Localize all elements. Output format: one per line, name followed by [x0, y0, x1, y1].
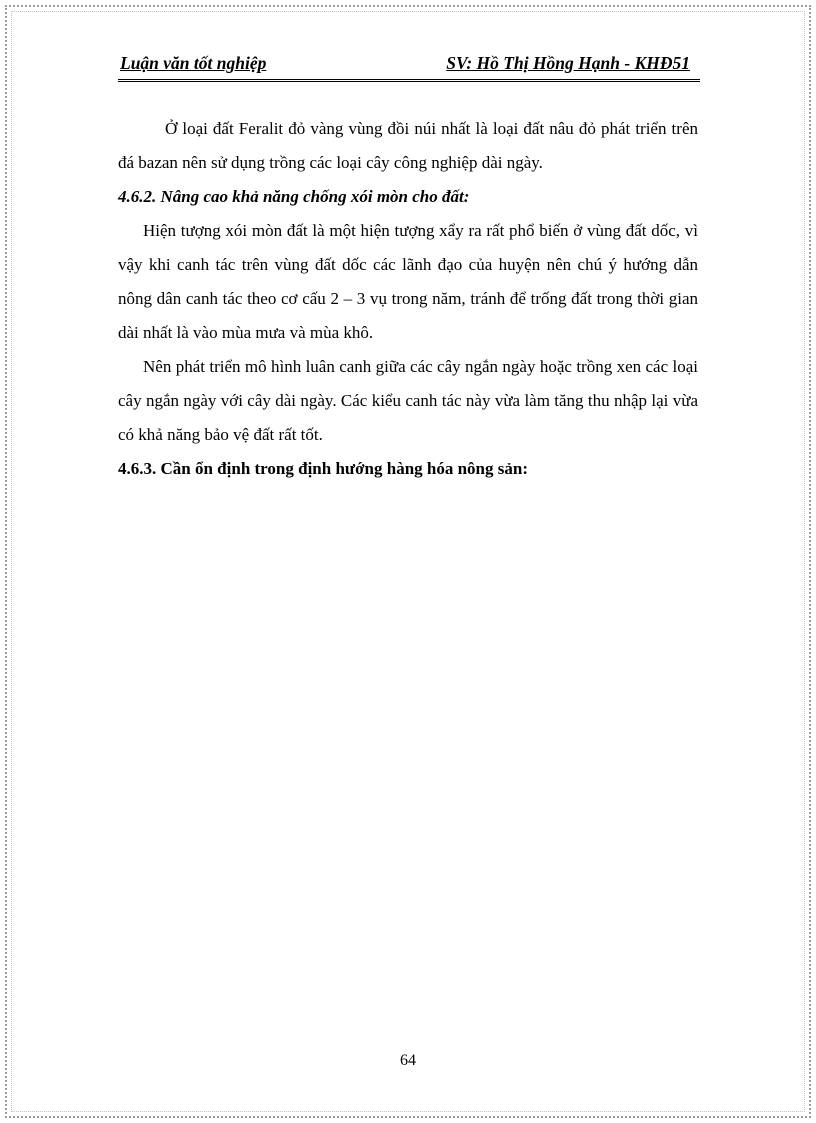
paragraph-erosion: Hiện tượng xói mòn đất là một hiện tượng xẩy ra rất phổ biến ở vùng đất dốc, vì vậy khi canh tác trên vùng đất dốc các lãnh đạo của huyện nên chú ý hướng dẫn nông dân canh tác theo cơ cấu 2 – 3 vụ trong năm, tránh để trống đất trong thời gian dài nhất là vào mùa mưa và mùa khô. — [118, 221, 698, 342]
running-header — [118, 52, 700, 82]
header-student-name: SV: Hồ Thị Hồng Hạnh - KHĐ51 — [446, 53, 690, 73]
section-heading-4-6-3: 4.6.3. Cần ổn định trong định hướng hàng hóa nông sản: — [118, 459, 528, 478]
section-heading-4-6-2: 4.6.2. Nâng cao khả năng chống xói mòn cho đất: — [118, 187, 470, 206]
header-thesis-title: Luận văn tốt nghiệp — [120, 53, 267, 73]
page-number: 64 — [400, 1052, 416, 1069]
paragraph-intro: Ở loại đất Feralit đỏ vàng vùng đồi núi nhất là loại đất nâu đỏ phát triển trên đá bazan nên sử dụng trồng các loại cây công nghiệp dài ngày. — [118, 119, 698, 172]
document-body — [118, 112, 698, 486]
paragraph-crop-rotation: Nên phát triển mô hình luân canh giữa các cây ngắn ngày hoặc trồng xen các loại cây ngắn ngày với cây dài ngày. Các kiểu canh tác này vừa làm tăng thu nhập lại vừa có khả năng bảo vệ đất rất tốt. — [118, 357, 698, 444]
